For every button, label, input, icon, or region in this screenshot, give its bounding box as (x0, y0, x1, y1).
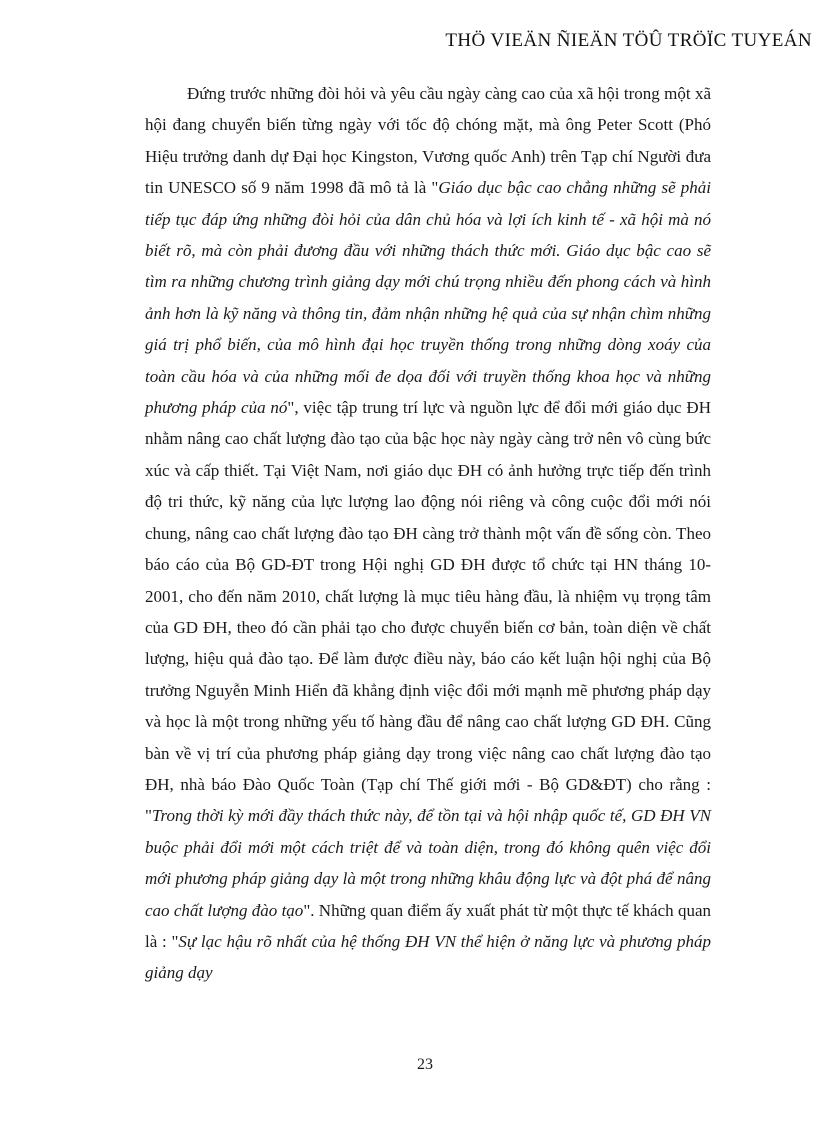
italic-quote-segment: Sự lạc hậu rõ nhất của hệ thống ĐH VN thể hiện ở năng lực và phương pháp giảng dạy (145, 931, 712, 983)
text-segment: ". Những quan điểm ấy xuất phát từ một thực tế khách quan là : " (145, 900, 711, 951)
running-header: THÖ VIEÄN ÑIEÄN TÖÛ TRÖÏC TUYEÁN (445, 30, 812, 51)
italic-quote-segment: Giáo dục bậc cao chẳng những sẽ phải tiếp tục đáp ứng những đòi hỏi của dân chủ hóa và lợi ích kinh tế - xã hội mà nó biết rõ, mà còn phải đương đầu với những thách thức mới. Giáo dục bậc cao sẽ tìm ra những chương trình giảng dạy mới chú trọng nhiều đến phong cách và hình ảnh hơn là kỹ năng và thông tin, đảm nhận những hệ quả của sự nhận chìm những giá trị phổ biến, của mô hình đại học truyền thống trong những dòng xoáy của toàn cầu hóa và của những mối đe dọa đối với truyền thống khoa học và những phương pháp của nó (145, 178, 711, 418)
body-paragraph (145, 78, 711, 989)
text-segment: Đứng trước những đòi hỏi và yêu cầu ngày càng cao của xã hội trong một xã hội đang chuyển biến từng ngày với tốc độ chóng mặt, mà ông Peter Scott (Phó Hiệu trưởng danh dự Đại học Kingston, Vương quốc Anh) trên Tạp chí Người đưa tin UNESCO số 9 năm 1998 đã mô tả là " (145, 84, 711, 198)
italic-quote-segment: Trong thời kỳ mới đầy thách thức này, để tồn tại và hội nhập quốc tế, GD ĐH VN buộc phải đổi mới một cách triệt để và toàn diện, trong đó không quên việc đổi mới phương pháp giảng dạy là một trong những khâu động lực và đột phá để nâng cao chất lượng đào tạo (145, 806, 711, 920)
page-number: 23 (417, 1056, 433, 1073)
text-segment: ", việc tập trung trí lực và nguồn lực để đổi mới giáo dục ĐH nhằm nâng cao chất lượng đào tạo của bậc học này ngày càng trở nên vô cùng bức xúc và cấp thiết. Tại Việt Nam, nơi giáo dục ĐH có ảnh hưởng trực tiếp đến trình độ tri thức, kỹ năng của lực lượng lao động nói riêng và công cuộc đổi mới nói chung, nâng cao chất lượng đào tạo ĐH càng trở thành một vấn đề sống còn. Theo báo cáo của Bộ GD-ĐT trong Hội nghị GD ĐH được tổ chức tại HN tháng 10-2001, cho đến năm 2010, chất lượng là mục tiêu hàng đầu, là nhiệm vụ trọng tâm của GD ĐH, theo đó cần phải tạo cho được chuyển biến cơ bản, toàn diện về chất lượng, hiệu quả đào tạo. Để làm được điều này, báo cáo kết luận hội nghị của Bộ trưởng Nguyễn Minh Hiển đã khẳng định việc đổi mới mạnh mẽ phương pháp dạy và học là một trong những yếu tố hàng đầu để nâng cao chất lượng GD ĐH. Cũng bàn về vị trí của phương pháp giảng dạy trong việc nâng cao chất lượng đào tạo ĐH, nhà báo Đào Quốc Toàn (Tạp chí Thế giới mới - Bộ GD&ĐT) cho rằng : " (145, 398, 711, 826)
